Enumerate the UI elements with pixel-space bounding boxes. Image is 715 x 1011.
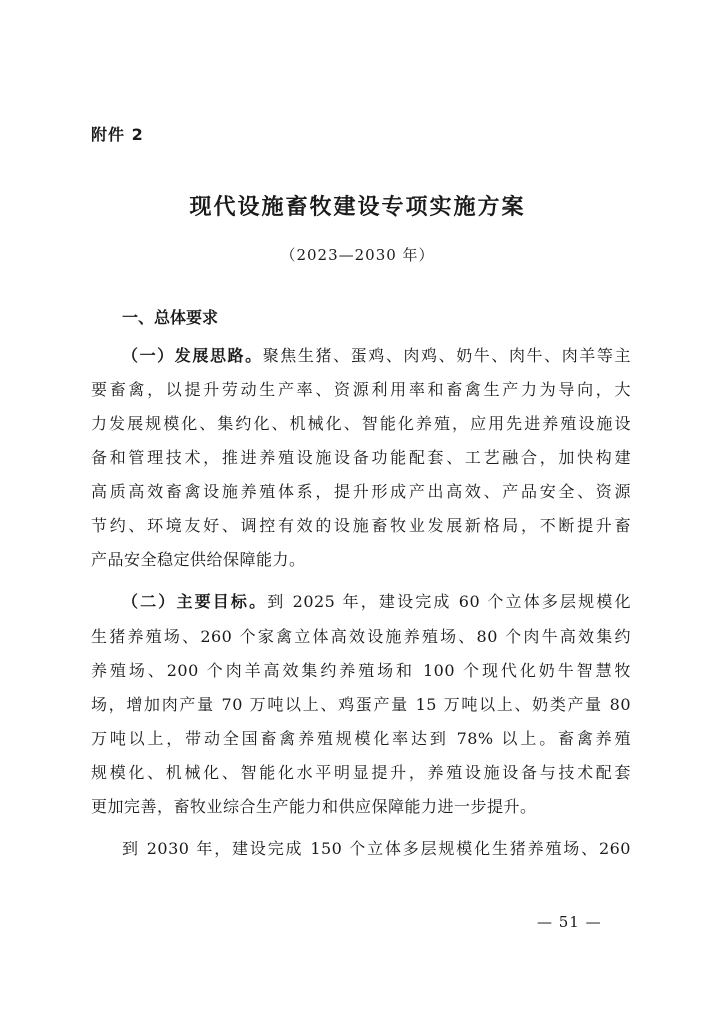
paragraph-line: 备和管理技术，推进养殖设施设备功能配套、工艺融合，加快构建 bbox=[91, 448, 631, 467]
paragraph-line: 产品安全稳定供给保障能力。 bbox=[91, 550, 306, 569]
paragraph-lead-development-approach: （一）发展思路。 bbox=[122, 346, 263, 365]
paragraph-text: 到 2025 年，建设完成 60 个立体多层规模化 bbox=[267, 592, 631, 611]
page-number: — 51 — bbox=[537, 913, 602, 931]
paragraph-lead-main-goals: （二）主要目标。 bbox=[122, 592, 268, 611]
paragraph-line: 高质高效畜禽设施养殖体系，提升形成产出高效、产品安全、资源 bbox=[91, 482, 631, 501]
paragraph-line: 要畜禽，以提升劳动生产率、资源利用率和畜禽生产力为导向，大 bbox=[91, 380, 631, 399]
paragraph-line: 更加完善，畜牧业综合生产能力和供应保障能力进一步提升。 bbox=[91, 797, 537, 816]
paragraph-line: 生猪养殖场、260 个家禽立体高效设施养殖场、80 个肉牛高效集约 bbox=[91, 627, 631, 646]
section-heading-general-requirements: 一、总体要求 bbox=[122, 308, 219, 327]
paragraph-line bbox=[122, 592, 631, 612]
paragraph-line: 养殖场、200 个肉羊高效集约养殖场和 100 个现代化奶牛智慧牧 bbox=[91, 661, 631, 680]
document-subtitle: （2023—2030 年） bbox=[280, 246, 435, 264]
paragraph-line: 规模化、机械化、智能化水平明显提升，养殖设施设备与技术配套 bbox=[91, 763, 631, 782]
document-title: 现代设施畜牧建设专项实施方案 bbox=[189, 195, 526, 220]
paragraph-line: 节约、环境友好、调控有效的设施畜牧业发展新格局，不断提升畜 bbox=[91, 516, 631, 535]
paragraph-text: 聚焦生猪、蛋鸡、肉鸡、奶牛、肉牛、肉羊等主 bbox=[262, 346, 631, 365]
paragraph-line bbox=[122, 346, 631, 366]
paragraph-line: 力发展规模化、集约化、机械化、智能化养殖，应用先进养殖设施设 bbox=[91, 414, 631, 433]
paragraph-line: 到 2030 年，建设完成 150 个立体多层规模化生猪养殖场、260 bbox=[122, 839, 631, 858]
paragraph-line: 万吨以上，带动全国畜禽养殖规模化率达到 78% 以上。畜禽养殖 bbox=[91, 729, 631, 748]
paragraph-line: 场，增加肉产量 70 万吨以上、鸡蛋产量 15 万吨以上、奶类产量 80 bbox=[91, 695, 631, 714]
attachment-label: 附件 2 bbox=[91, 125, 144, 144]
